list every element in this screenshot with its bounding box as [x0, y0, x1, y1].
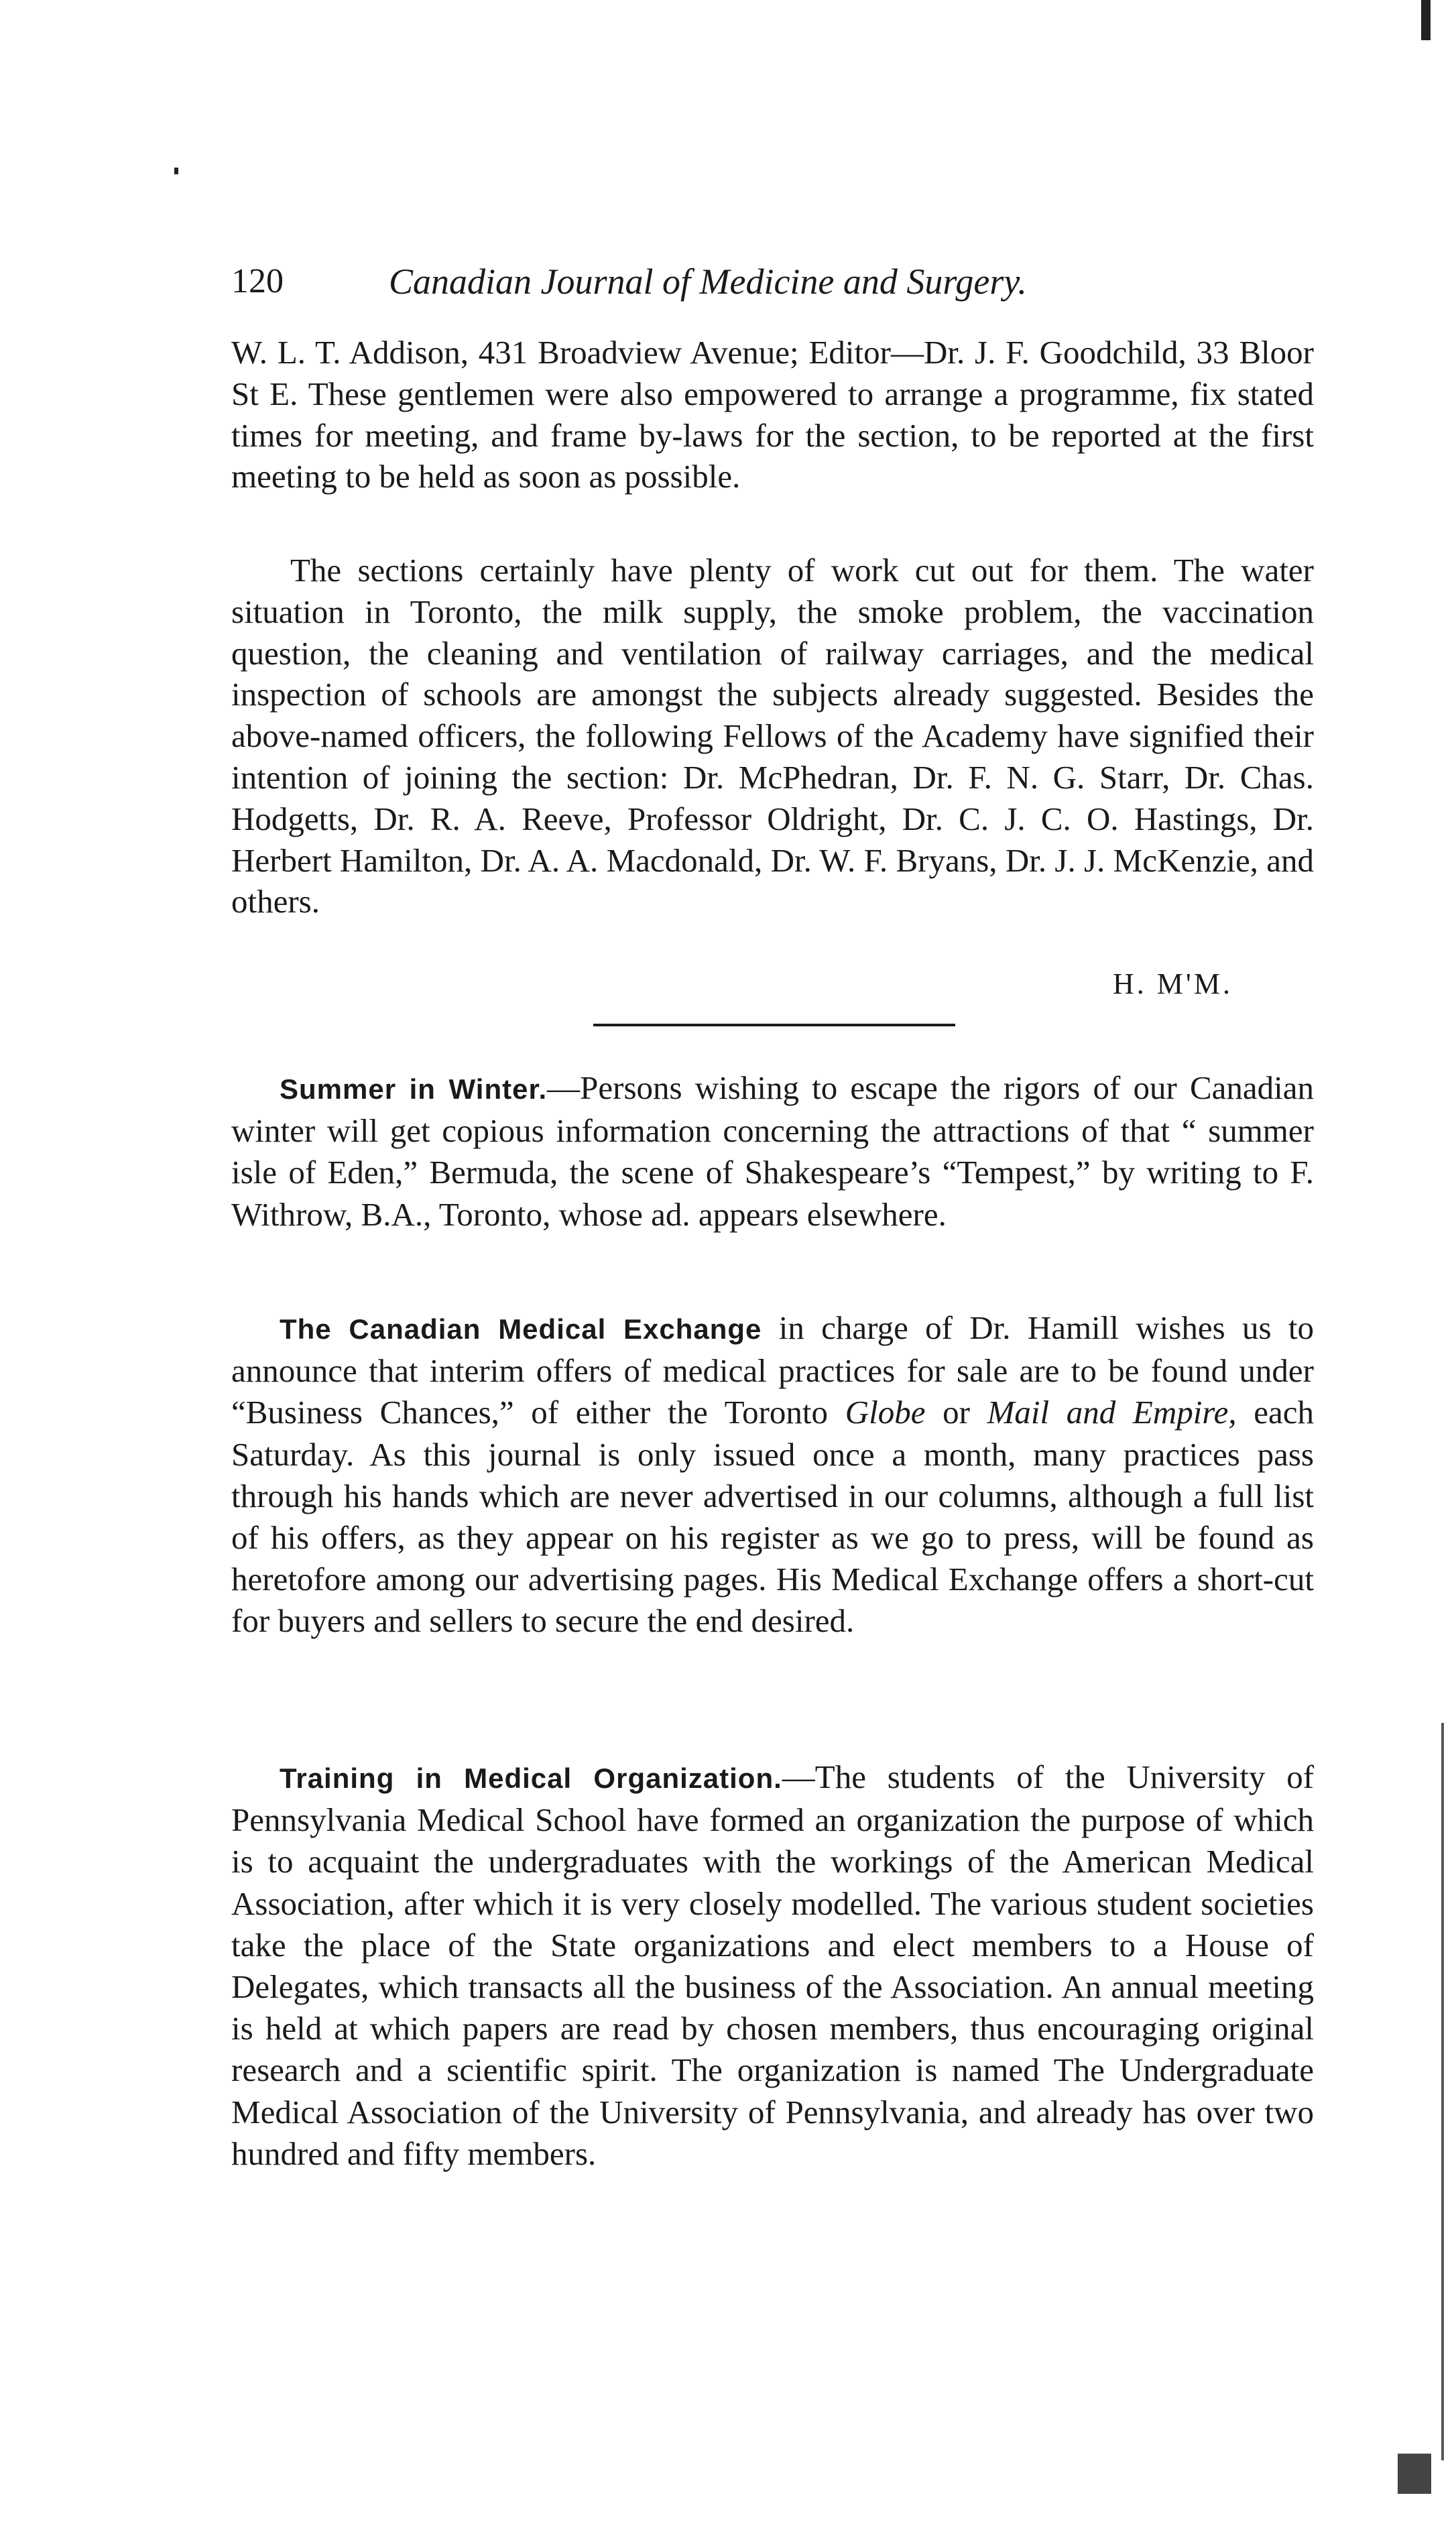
author-signature: H. M'M. [1113, 967, 1233, 1000]
running-title: Canadian Journal of Medicine and Surgery. [389, 261, 1027, 302]
note-body: —Persons wishing to escape the rigors of our Canadian winter will get copious information concerning the attractions of that “ summer isle of Eden,” Bermuda, the scene of Shakespeare’s “Tempest,” by writing to F. Withrow, B.A., Toronto, whose ad. appears elsewhere. [231, 1069, 1314, 1233]
note-medical-exchange [231, 1307, 1314, 1642]
newspaper-name: Globe [845, 1394, 926, 1431]
scan-mark [174, 168, 178, 174]
scan-mark [1421, 0, 1431, 40]
section-divider-rule [593, 1024, 955, 1026]
page-header [231, 258, 1254, 305]
note-body: —The students of the University of Pennsylvania Medical School have formed an organization the purpose of which is to acquaint the undergraduates with the workings of the American Medical Association, after which it is very closely modelled. The various student societies take the place of the State organizations and elect members to a House of Delegates, which transacts all the business of the Association. An annual meeting is held at which papers are read by chosen members, thus encouraging original research and a scientific spirit. The organization is named The Undergraduate Medical Association of the University of Pennsylvania, and already has over two hundred and fifty members. [231, 1758, 1315, 2172]
note-summer-in-winter [231, 1067, 1314, 1236]
article-paragraph [231, 550, 1314, 922]
note-body: in charge of Dr. Hamill wishes us to announce that interim offers of medical practices for sale are to be found under “Business Chances,” of either the Toronto [231, 1309, 1314, 1431]
scan-mark [1441, 1723, 1444, 2460]
note-body: or [925, 1394, 987, 1431]
note-heading: Summer in Winter. [280, 1073, 548, 1105]
newspaper-name: Mail and Empire, [987, 1394, 1237, 1431]
article-continuation-paragraph [231, 332, 1314, 497]
scan-mark [1398, 2454, 1431, 2494]
note-heading: Training in Medical Organization. [280, 1762, 782, 1794]
note-training-organization [231, 1756, 1314, 2175]
continuation-text: W. L. T. Addison, 431 Broadview Avenue; Editor—Dr. J. F. Goodchild, 33 Bloor St E. These gentlemen were also empowered to arrange a programme, fix stated times for meeting, and frame by-laws for the section, to be reported at the first meeting to be held as soon as possible. [231, 334, 1314, 495]
note-heading: The Canadian Medical Exchange [280, 1313, 762, 1345]
sections-paragraph-text: The sections certainly have plenty of work cut out for them. The water situation in Toronto, the milk supply, the smoke problem, the vaccination question, the cleaning and ventilation of railway carriages, and the medical inspection of schools are amongst the subjects already suggested. Besides the above-named officers, the following Fellows of the Academy have signified their intention of joining the section: Dr. McPhedran, Dr. F. N. G. Starr, Dr. Chas. Hodgetts, Dr. R. A. Reeve, Professor Oldright, Dr. C. J. C. O. Hastings, Dr. Herbert Hamilton, Dr. A. A. Macdonald, Dr. W. F. Bryans, Dr. J. J. McKenzie, and others. [231, 552, 1314, 920]
note-body: each Saturday. As this journal is only issued once a month, many practices pass through his hands which are never advertised in our columns, although a full list of his offers, as they appear on his register as we go to press, will be found as heretofore among our advertising pages. His Medical Exchange offers a short-cut for buyers and sellers to secure the end desired. [231, 1394, 1314, 1640]
page-number: 120 [231, 262, 284, 300]
